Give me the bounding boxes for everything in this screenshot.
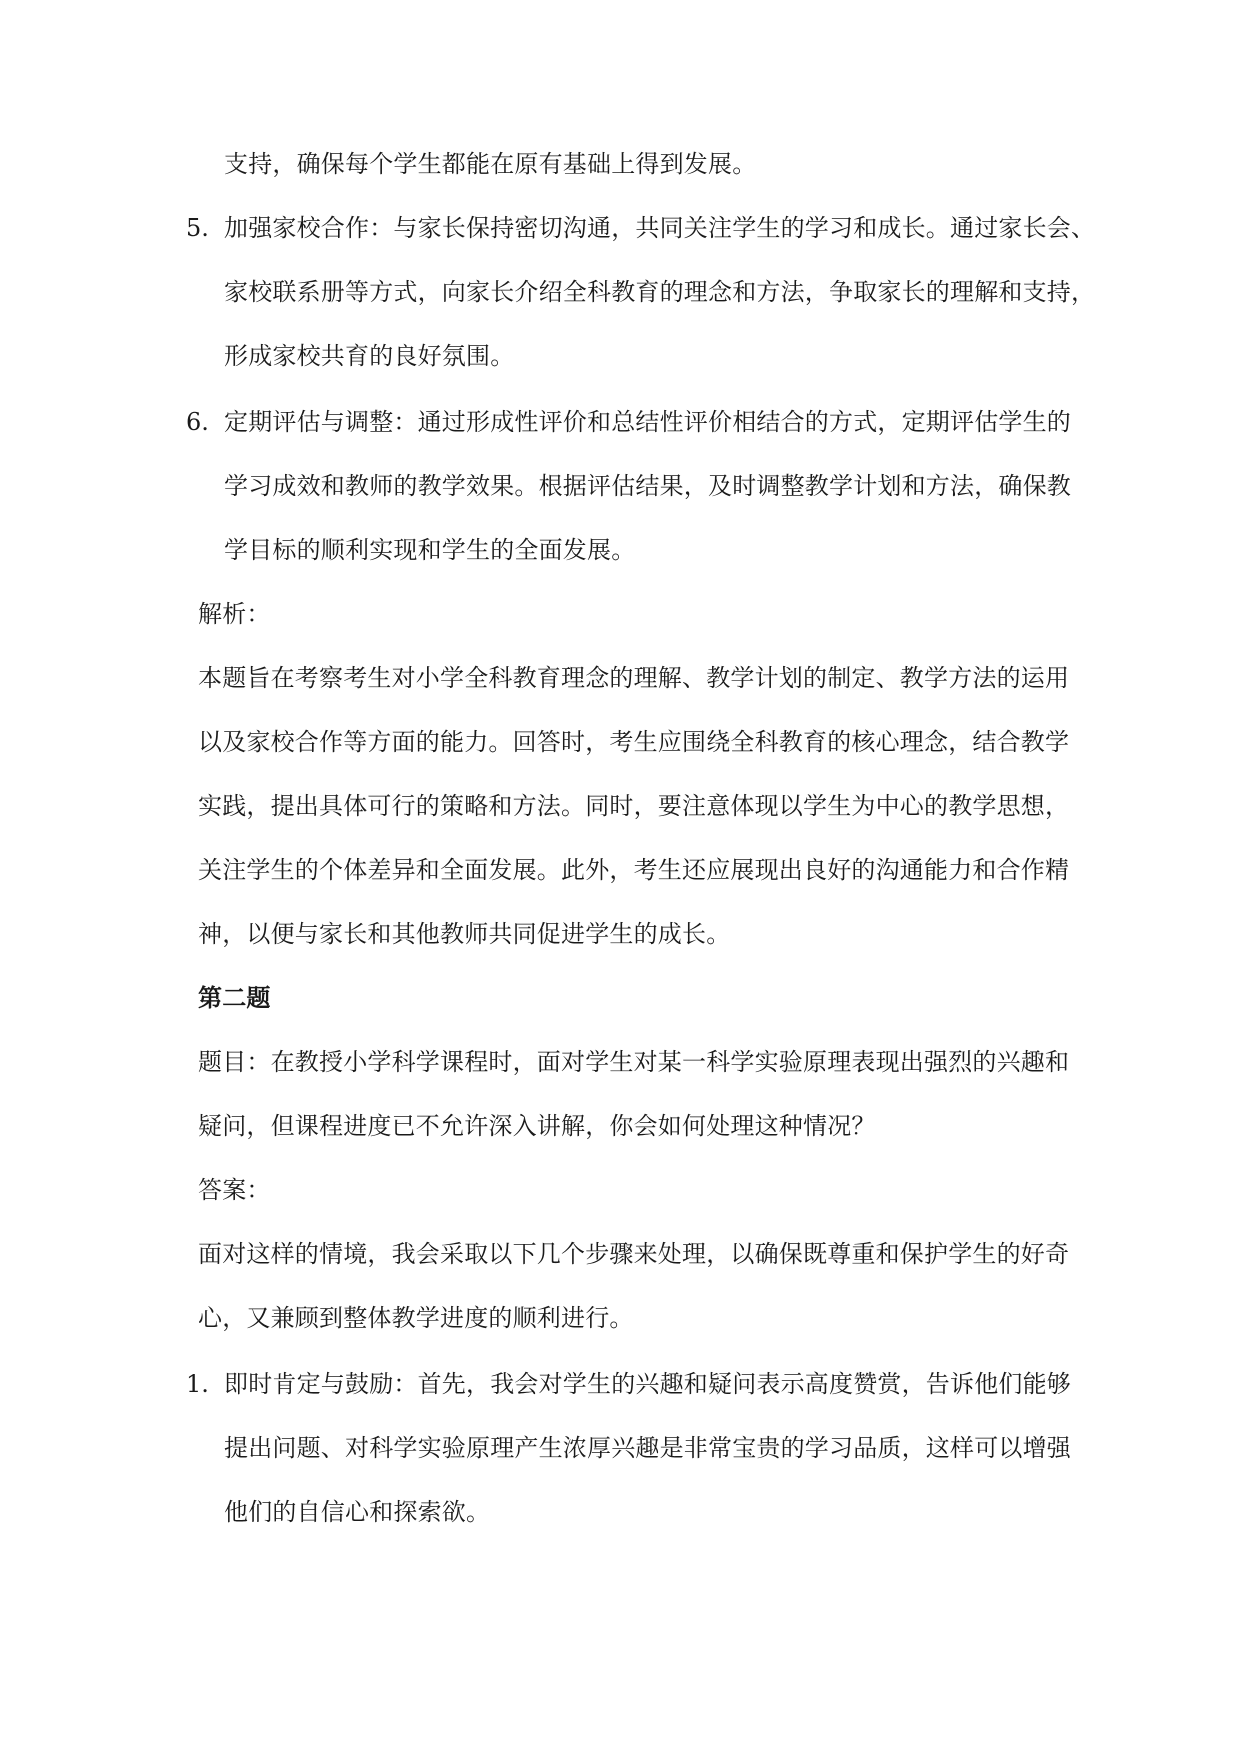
item5-line: 家校联系册等方式，向家长介绍全科教育的理念和方法，争取家长的理解和支持， — [224, 278, 1096, 306]
section-heading: 第二题 — [198, 983, 271, 1012]
answer-label: 答案： — [198, 1176, 271, 1204]
item5-number: 5. — [186, 214, 209, 242]
q2-item1-number: 1. — [186, 1370, 209, 1398]
analysis-label: 解析： — [198, 600, 271, 628]
item6-line: 定期评估与调整：通过形成性评价和总结性评价相结合的方式，定期评估学生的 — [224, 408, 1071, 436]
analysis-line: 本题旨在考察考生对小学全科教育理念的理解、教学计划的制定、教学方法的运用 — [198, 664, 1070, 692]
item4-continuation-line: 支持，确保每个学生都能在原有基础上得到发展。 — [224, 150, 757, 178]
answer-intro-line: 面对这样的情境，我会采取以下几个步骤来处理，以确保既尊重和保护学生的好奇 — [198, 1240, 1070, 1268]
q2-item1-line: 他们的自信心和探索欲。 — [224, 1498, 491, 1526]
item6-line: 学习成效和教师的教学效果。根据评估结果，及时调整教学计划和方法，确保教 — [224, 472, 1071, 500]
analysis-line: 以及家校合作等方面的能力。回答时，考生应围绕全科教育的核心理念，结合教学 — [198, 728, 1070, 756]
item6-number: 6. — [186, 408, 209, 436]
analysis-line: 神，以便与家长和其他教师共同促进学生的成长。 — [198, 920, 731, 948]
q2-item1-line: 提出问题、对科学实验原理产生浓厚兴趣是非常宝贵的学习品质，这样可以增强 — [224, 1434, 1071, 1462]
analysis-line: 实践，提出具体可行的策略和方法。同时，要注意体现以学生为中心的教学思想， — [198, 792, 1070, 820]
item5-line: 形成家校共育的良好氛围。 — [224, 342, 515, 370]
item6-line: 学目标的顺利实现和学生的全面发展。 — [224, 536, 636, 564]
answer-intro-line: 心，又兼顾到整体教学进度的顺利进行。 — [198, 1304, 634, 1332]
analysis-line: 关注学生的个体差异和全面发展。此外，考生还应展现出良好的沟通能力和合作精 — [198, 856, 1070, 884]
question-line: 题目：在教授小学科学课程时，面对学生对某一科学实验原理表现出强烈的兴趣和 — [198, 1048, 1070, 1076]
item5-line: 加强家校合作：与家长保持密切沟通，共同关注学生的学习和成长。通过家长会、 — [224, 214, 1096, 242]
question-line: 疑问，但课程进度已不允许深入讲解，你会如何处理这种情况？ — [198, 1112, 876, 1140]
q2-item1-line: 即时肯定与鼓励：首先，我会对学生的兴趣和疑问表示高度赞赏，告诉他们能够 — [224, 1370, 1071, 1398]
